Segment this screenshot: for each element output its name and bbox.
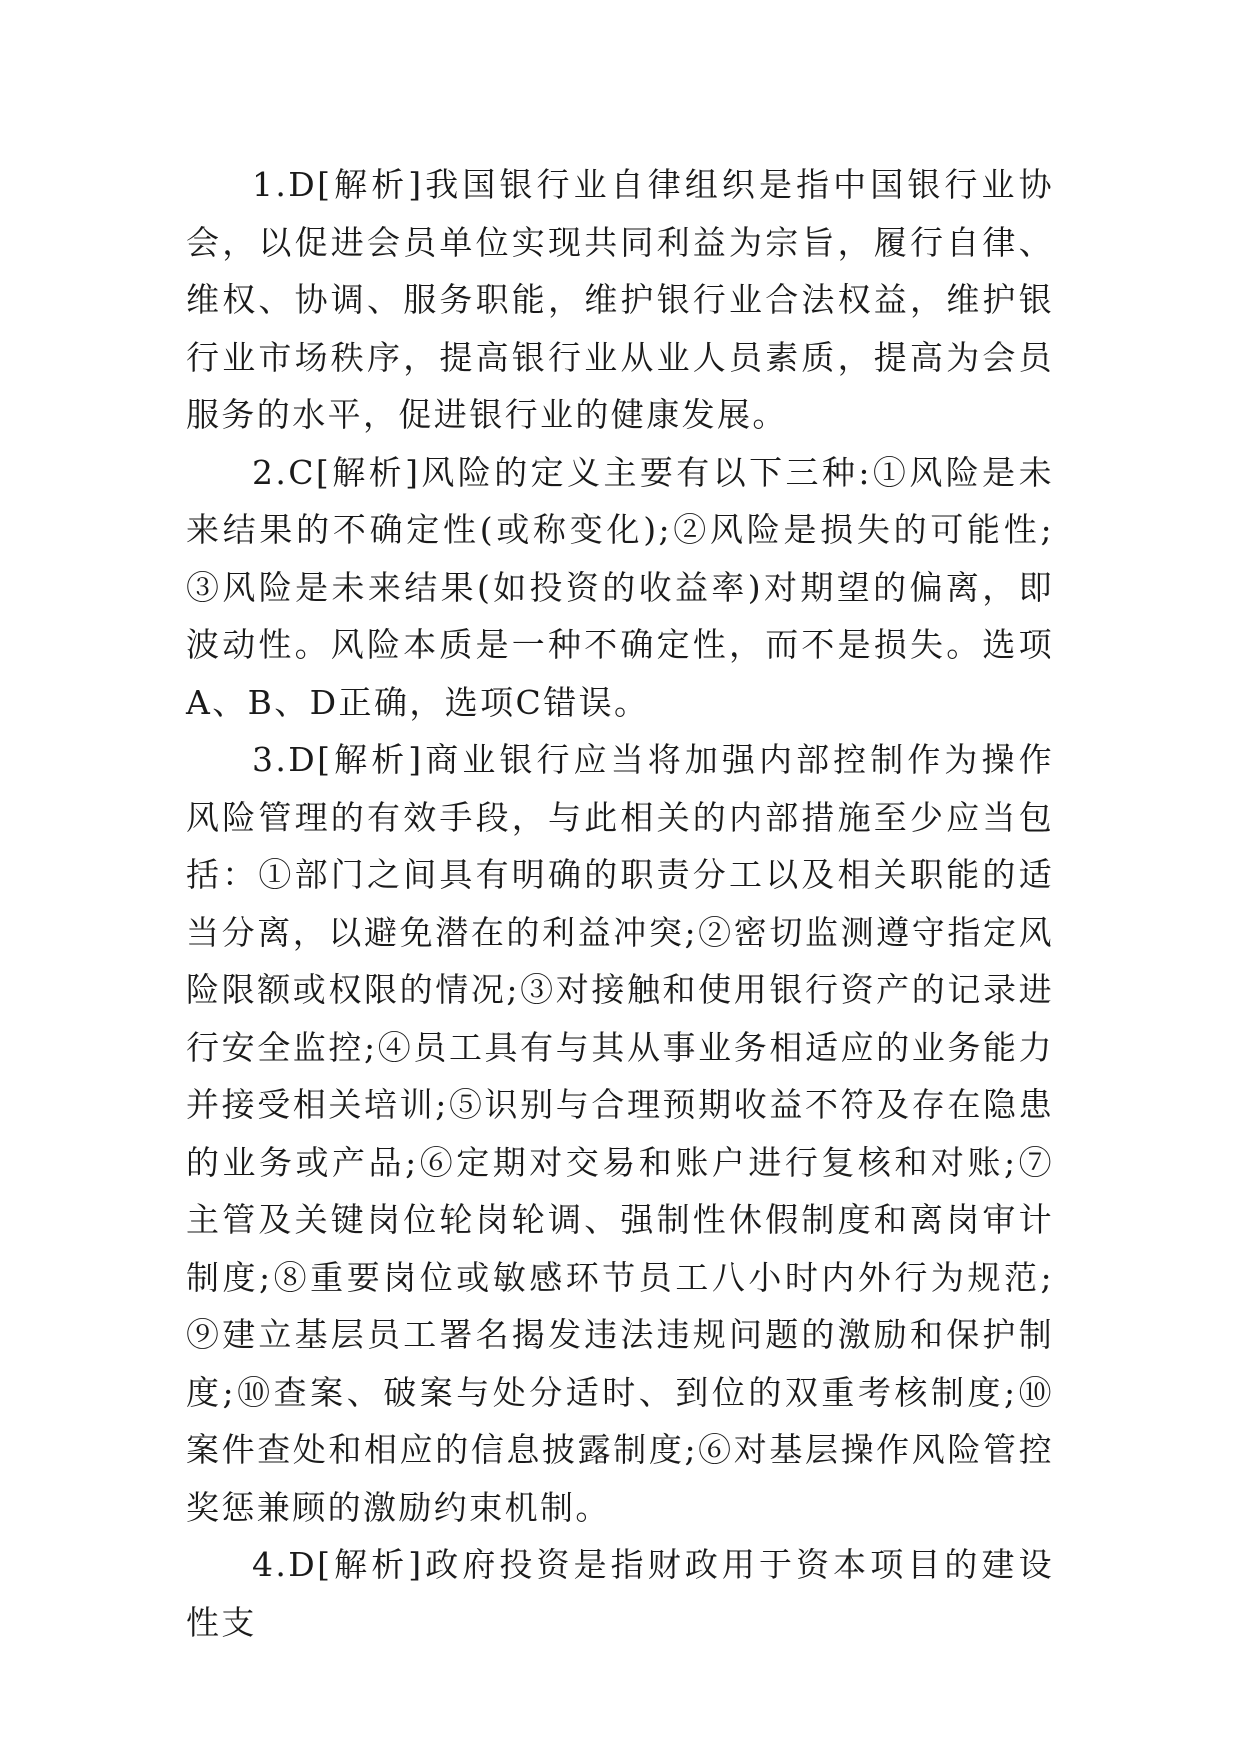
answer-paragraph-2: 2.C[解析]风险的定义主要有以下三种:①风险是未来结果的不确定性(或称变化);②风险是损失的可能性;③风险是未来结果(如投资的收益率)对期望的偏离，即波动性。风险本质是一种不确定性，而不是损失。选项A、B、D正确，选项C错误。 bbox=[186, 452, 1054, 722]
document-body bbox=[186, 156, 1054, 1651]
answer-paragraph-4: 4.D[解析]政府投资是指财政用于资本项目的建设性支 bbox=[186, 1545, 1054, 1642]
answer-paragraph-1: 1.D[解析]我国银行业自律组织是指中国银行业协会，以促进会员单位实现共同利益为宗旨，履行自律、维权、协调、服务职能，维护银行业合法权益，维护银行业市场秩序，提高银行业从业人员素质，提高为会员服务的水平，促进银行业的健康发展。 bbox=[186, 165, 1054, 434]
answer-paragraph-3: 3.D[解析]商业银行应当将加强内部控制作为操作风险管理的有效手段，与此相关的内部措施至少应当包括：①部门之间具有明确的职责分工以及相关职能的适当分离，以避免潜在的利益冲突;②密切监测遵守指定风险限额或权限的情况;③对接触和使用银行资产的记录进行安全监控;④员工具有与其从事业务相适应的业务能力并接受相关培训;⑤识别与合理预期收益不符及存在隐患的业务或产品;⑥定期对交易和账户进行复核和对账;⑦主管及关键岗位轮岗轮调、强制性休假制度和离岗审计制度;⑧重要岗位或敏感环节员工八小时内外行为规范;⑨建立基层员工署名揭发违法违规问题的激励和保护制度;⑩查案、破案与处分适时、到位的双重考核制度;⑩案件查处和相应的信息披露制度;⑥对基层操作风险管控奖惩兼顾的激励约束机制。 bbox=[186, 740, 1054, 1527]
